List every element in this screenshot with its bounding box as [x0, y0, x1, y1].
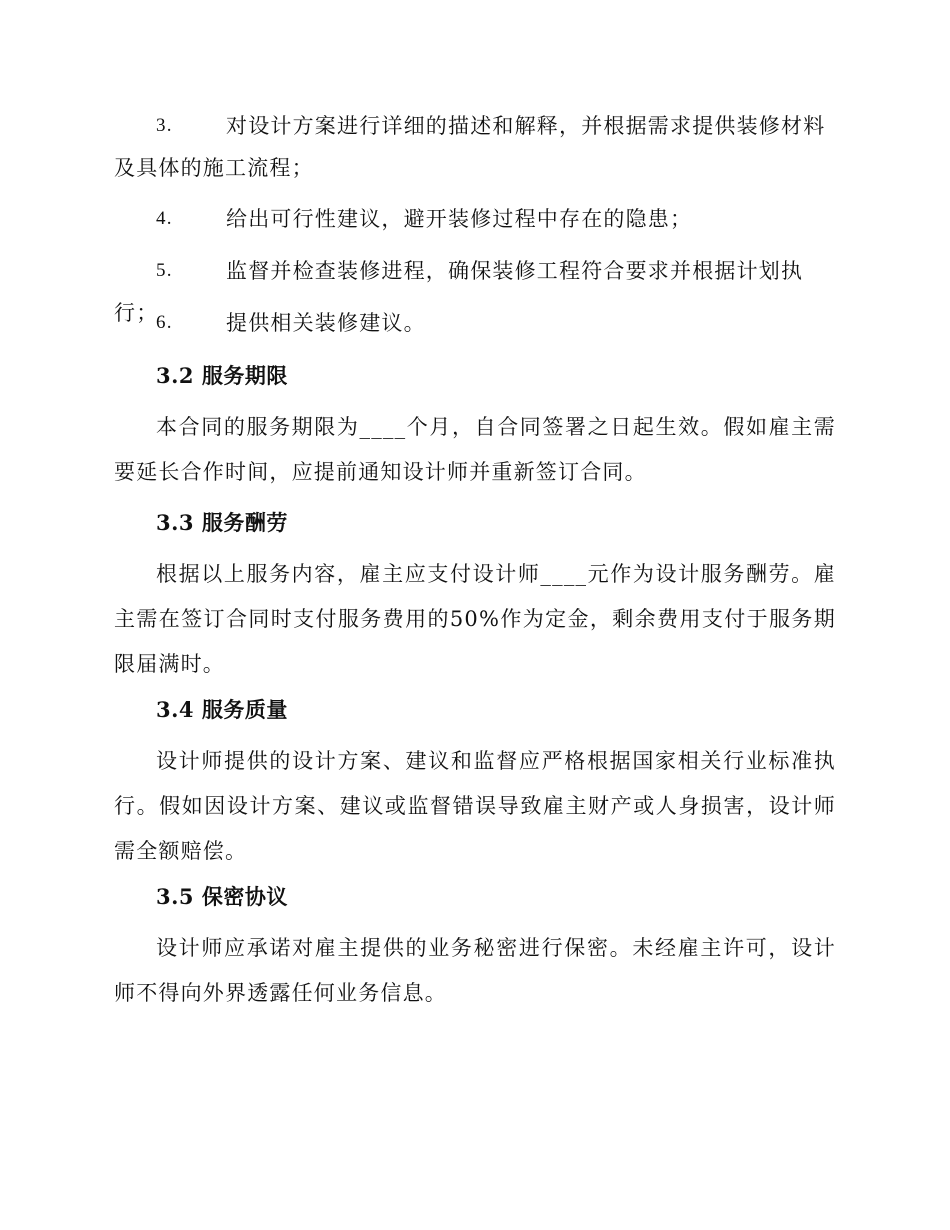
list-item	[114, 302, 834, 344]
list-item-text: 对设计方案进行详细的描述和解释，并根据需求提供装修材料及具体的施工流程；	[114, 114, 826, 180]
list-item	[114, 198, 834, 240]
list-item	[114, 105, 834, 189]
list-item-number: 5.	[156, 260, 173, 281]
section-paragraph: 本合同的服务期限为____个月，自合同签署之日起生效。假如雇主需要延长合作时间，应提前通知设计师并重新签订合同。	[114, 415, 836, 484]
section-paragraph: 设计师应承诺对雇主提供的业务秘密进行保密。未经雇主许可，设计师不得向外界透露任何业务信息。	[114, 936, 836, 1005]
list-item-text: 监督并检查装修进程，确保装修工程符合要求并根据计划执行；	[114, 259, 804, 325]
section-heading: 3.3 服务酬劳	[156, 510, 288, 535]
list-item-text: 给出可行性建议，避开装修过程中存在的隐患；	[226, 207, 693, 231]
section-heading: 3.4 服务质量	[156, 697, 288, 722]
list-item-number: 6.	[156, 312, 173, 333]
list-item-text: 提供相关装修建议。	[226, 311, 426, 335]
list-item-number: 3.	[156, 115, 173, 136]
list-item-number: 4.	[156, 208, 173, 229]
section-heading: 3.5 保密协议	[156, 884, 288, 909]
section-paragraph: 设计师提供的设计方案、建议和监督应严格根据国家相关行业标准执行。假如因设计方案、建议或监督错误导致雇主财产或人身损害，设计师需全额赔偿。	[114, 749, 836, 863]
section-paragraph: 根据以上服务内容，雇主应支付设计师____元作为设计服务酬劳。雇主需在签订合同时支付服务费用的50%作为定金，剩余费用支付于服务期限届满时。	[114, 562, 836, 676]
section-heading: 3.2 服务期限	[156, 363, 288, 388]
